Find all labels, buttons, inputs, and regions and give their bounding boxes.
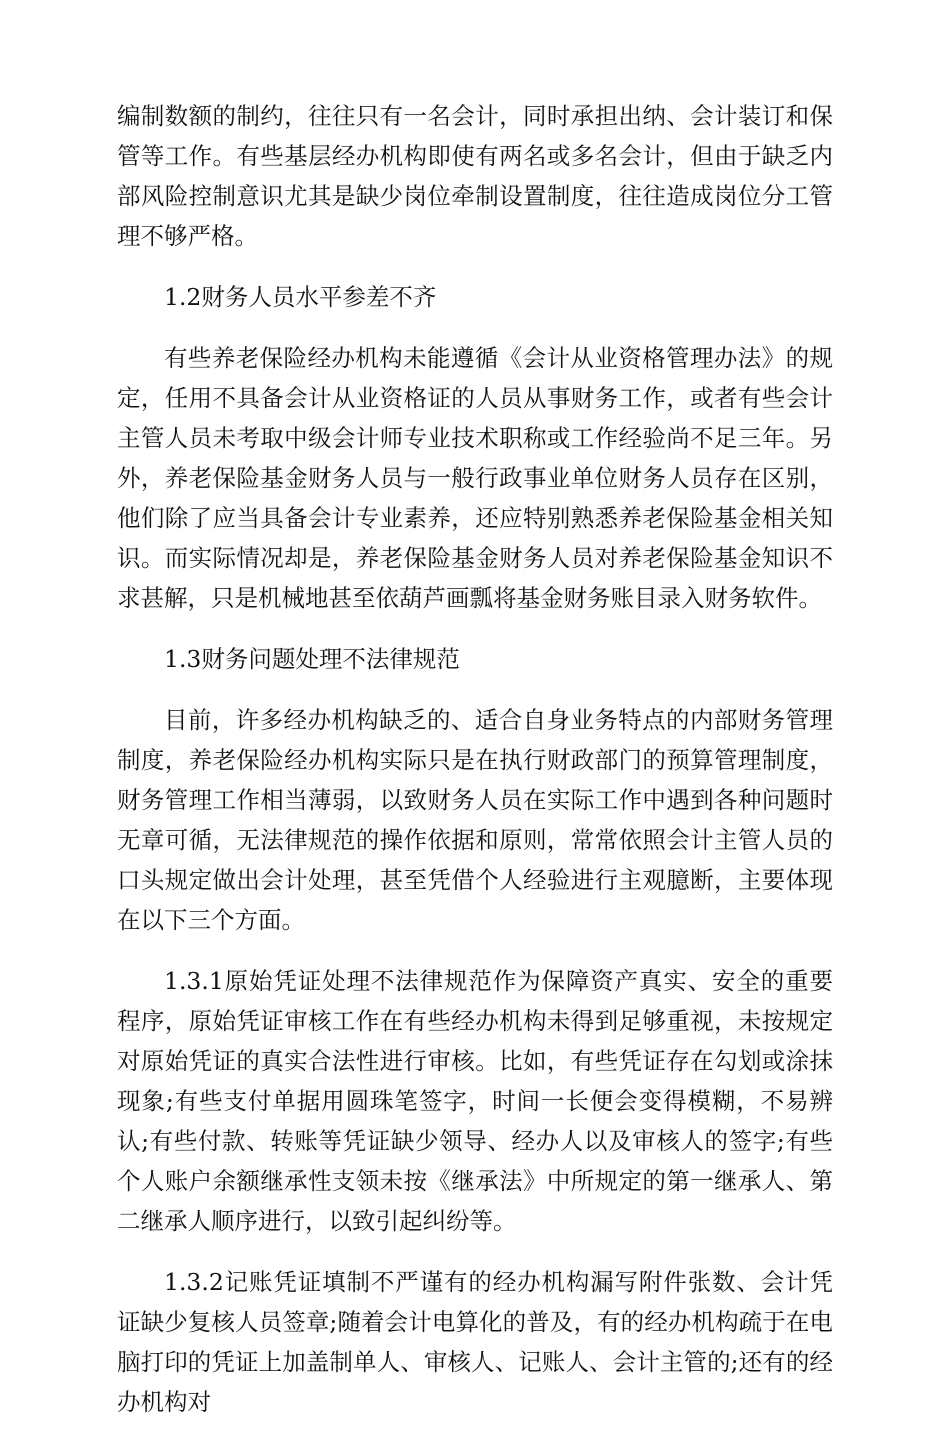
paragraph-financial-issues: 目前，许多经办机构缺乏的、适合自身业务特点的内部财务管理制度，养老保险经办机构实际只是在执行财政部门的预算管理制度，财务管理工作相当薄弱，以致财务人员在实际工作中遇到各种问题时无章可循，无法律规范的操作依据和原则，常常依照会计主管人员的口头规定做出会计处理，甚至凭借个人经验进行主观臆断，主要体现在以下三个方面。 xyxy=(117,706,833,934)
paragraph-original-vouchers: 1.3.1原始凭证处理不法律规范作为保障资产真实、安全的重要程序，原始凭证审核工作在有些经办机构未得到足够重视，未按规定对原始凭证的真实合法性进行审核。比如，有些凭证存在勾划或涂抹现象;有些支付单据用圆珠笔签字，时间一长便会变得模糊，不易辨认;有些付款、转账等凭证缺少领导、经办人以及审核人的签字;有些个人账户余额继承性支领未按《继承法》中所规定的第一继承人、第二继承人顺序进行，以致引起纠纷等。 xyxy=(117,967,833,1235)
section-heading-1-3: 1.3财务问题处理不法律规范 xyxy=(164,645,460,673)
paragraph-accounting-vouchers: 1.3.2记账凭证填制不严谨有的经办机构漏写附件张数、会计凭证缺少复核人员签章;随着会计电算化的普及，有的经办机构疏于在电脑打印的凭证上加盖制单人、审核人、记账人、会计主管的;还有的经办机构对 xyxy=(117,1268,833,1416)
section-heading-1-2: 1.2财务人员水平参差不齐 xyxy=(164,283,437,311)
paragraph-staff-level: 有些养老保险经办机构未能遵循《会计从业资格管理办法》的规定，任用不具备会计从业资格证的人员从事财务工作，或者有些会计主管人员未考取中级会计师专业技术职称或工作经验尚不足三年。另外，养老保险基金财务人员与一般行政事业单位财务人员存在区别，他们除了应当具备会计专业素养，还应特别熟悉养老保险基金相关知识。而实际情况却是，养老保险基金财务人员对养老保险基金知识不求甚解，只是机械地甚至依葫芦画瓢将基金财务账目录入财务软件。 xyxy=(117,344,833,612)
paragraph-continuation: 编制数额的制约，往往只有一名会计，同时承担出纳、会计装订和保管等工作。有些基层经办机构即使有两名或多名会计，但由于缺乏内部风险控制意识尤其是缺少岗位牵制设置制度，往往造成岗位分工管理不够严格。 xyxy=(117,102,833,250)
document-page xyxy=(117,96,833,1443)
